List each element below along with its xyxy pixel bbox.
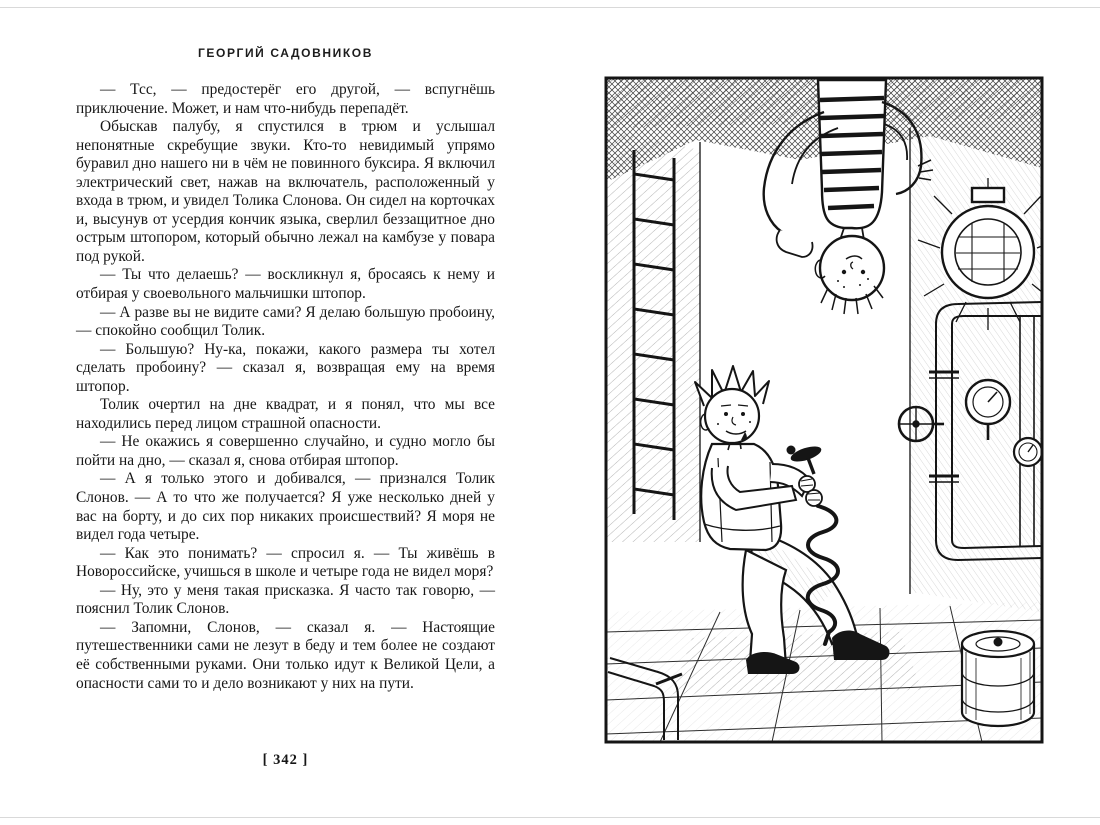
paragraph: — Запомни, Слонов, — сказал я. — Настоящие путешественники сами не лезут в беду и тем более не создают её собственными руками. Они только идут к Великой Цели, а опасности сами то и дело возникают у них на пути. [76,618,495,692]
small-gauge [1014,438,1042,466]
page-top-edge [0,7,1100,8]
paragraph: — Как это понимать? — спросил я. — Ты живёшь в Новороссийске, учишься в школе и четыре года не видел моря? [76,544,495,581]
paragraph: — Ну, это у меня такая присказка. Я часто так говорю, — пояснил Толик Слонов. [76,581,495,618]
paragraph: Обыскав палубу, я спустился в трюм и услышал непонятные скребущие звуки. Кто-то невидимый упрямо буравил дно нашего ни в чём не повинного буксира. Я включил электрический свет, нажав на включатель, расположенный у входа в трюм, и увидел Толика Слонова. Он сидел на корточках и, высунув от усердия кончик языка, сверлил беззащитное дно острым штопором, который обычно лежал на камбузе у повара под рукой. [76,118,495,265]
barrel [962,631,1034,726]
paragraph: — А разве вы не видите сами? Я делаю большую пробоину, — спокойно сообщил Толик. [76,303,495,340]
page-number: [ 342 ] [262,752,309,768]
running-header: ГЕОРГИЙ САДОВНИКОВ [198,46,373,60]
paragraph: — Тсс, — предостерёг его другой, — вспугнёшь приключение. Может, и нам что-нибудь перепадёт. [76,81,495,117]
body-text [76,81,495,693]
illustration [600,72,1048,748]
paragraph: — Ты что делаешь? — воскликнул я, бросаясь к нему и отбирая у своевольного мальчишки штопор. [76,266,495,303]
page-bottom-edge [0,817,1100,818]
paragraph: — Не окажись я совершенно случайно, и судно могло бы пойти на дно, — сказал я, снова отбирая штопор. [76,433,495,469]
paragraph: — А я только этого и добивался, — признался Толик Слонов. — А то что же получается? Я уже несколько дней у вас на борту, и до сих пор никаких происшествий? Я моря не видел года четыре. [76,470,495,544]
ink-illustration [600,72,1048,748]
paragraph: Толик очертил на дне квадрат, и я понял, что мы все находились перед лицом страшной опасности. [76,396,495,432]
paragraph: — Большую? Ну-ка, покажи, какого размера ты хотел сделать пробоину? — сказал я, возвращая ему на время штопор. [76,340,495,395]
text-column [76,46,495,693]
